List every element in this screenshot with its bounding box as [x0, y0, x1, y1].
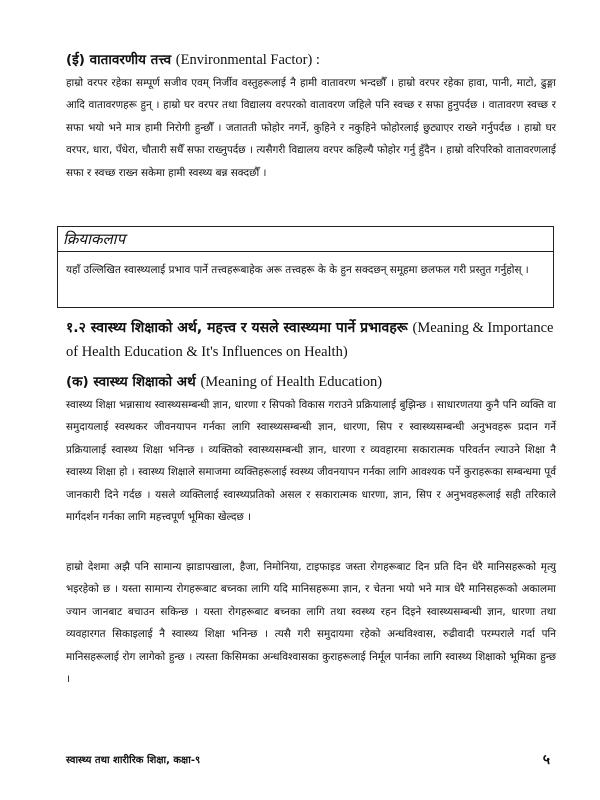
meaning-heading-ne: (क) स्वास्थ्य शिक्षाको अर्थ	[66, 374, 196, 390]
meaning-heading	[66, 372, 382, 391]
meaning-paragraph-1: स्वास्थ्य शिक्षा भन्नासाथ स्वास्थ्यसम्बन्धी ज्ञान, धारणा र सिपको विकास गराउने प्रक्रियालाई बुझिन्छ । साधारणतया कुनै पनि व्यक्ति वा समुदायलाई स्वस्थकर जीवनयापन गर्नका लागि स्वास्थ्यसम्बन्धी ज्ञान, धारणा, सिप र स्वास्थ्यसम्बन्धी अनुभवहरू प्रदान गर्ने प्रक्रियालाई स्वास्थ्य शिक्षा भनिन्छ । व्यक्तिको स्वास्थ्यसम्बन्धी ज्ञान, धारणा र व्यवहारमा सकारात्मक परिवर्तन ल्याउने शिक्षा नै स्वास्थ्य शिक्षा हो । स्वास्थ्य शिक्षाले समाजमा व्यक्तिहरूलाई स्वस्थ्य जीवनयापन गर्नका लागि आवश्यक पर्ने कुराहरूका सम्बन्धमा पूर्व जानकारी दिने गर्दछ । यसले व्यक्तिलाई स्वास्थ्यप्रतिको असल र सकारात्मक धारणा, ज्ञान, सिप र अनुभवहरूलाई सही तरिकाले मार्गदर्शन गर्नका लागि महत्त्वपूर्ण भूमिका खेल्दछ ।	[66, 399, 556, 524]
activity-text: यहाँ उल्लिखित स्वास्थ्यलाई प्रभाव पार्ने तत्त्वहरूबाहेक अरू तत्त्वहरू के के हुन सक्दछन् समूहमा छलफल गरी प्रस्तुत गर्नुहोस् ।	[66, 264, 529, 276]
health-education-heading-ne: १.२ स्वास्थ्य शिक्षाको अर्थ, महत्त्व र यसले स्वास्थ्यमा पार्ने प्रभावहरू	[66, 320, 408, 336]
meaning-paragraph-2: हाम्रो देशमा अझै पनि सामान्य झाडापखाला, हैजा, निमोनिया, टाइफाइड जस्ता रोगहरूबाट दिन प्रति दिन धेरै मानिसहरूको मृत्यु भइरहेको छ । यस्ता सामान्य रोगहरूबाट बच्नका लागि यदि मानिसहरूमा ज्ञान, र चेतना भयो भने मात्र धेरै मानिसहरूको अकालमा ज्यान जानबाट बचाउन सकिन्छ । यस्ता रोगहरूबाट बच्नका लागि तथा स्वस्थ्य रहन दिइने स्वास्थ्यसम्बन्धी ज्ञान, धारणा तथा व्यवहारगत सिकाइलाई नै स्वास्थ्य शिक्षा भनिन्छ । त्यसै गरी समुदायमा रहेको अन्धविश्वास, रुढीवादी परम्पराले गर्दा पनि मानिसहरूलाई रोग लागेको हुन्छ । त्यस्ता किसिमका अन्धविश्वासका कुराहरूलाई निर्मूल पार्नका लागि स्वास्थ्य शिक्षाको भूमिका हुन्छ ।	[66, 561, 556, 686]
environmental-heading	[66, 50, 320, 69]
meaning-heading-en: (Meaning of Health Education)	[200, 374, 383, 390]
activity-title: क्रियाकलाप	[63, 230, 126, 248]
page-footer	[66, 752, 550, 772]
environmental-paragraph: हाम्रो वरपर रहेका सम्पूर्ण सजीव एवम् निर्जीव वस्तुहरूलाई नै हामी वातावरण भन्दछौँ । हाम्रो वरपर रहेका हावा, पानी, माटो, ढुङ्गा आदि वातावरणहरू हुन् । हाम्रो घर वरपर तथा विद्यालय वरपरको वातावरण जहिले पनि स्वच्छ र सफा हुनुपर्दछ । वातावरण स्वच्छ र सफा भयो भने मात्र हामी निरोगी हुन्छौँ । जतातती फोहोर नगर्ने, कुहिने र नकुहिने फोहोरलाई छुट्याएर राख्ने गर्नुपर्दछ । हाम्रो घर वरपर, धारा, पँधेरा, चौतारी सधैँ सफा राख्नुपर्दछ । त्यसैगरी विद्यालय वरपर कहिल्यै फोहोर गर्नु हुँदैन । हाम्रो वरिपरिको वातावरणलाई सफा र स्वच्छ राख्न सकेमा हामी स्वस्थ्य बन्न सक्दछौँ ।	[66, 77, 556, 179]
health-education-heading	[66, 316, 556, 364]
environmental-heading-en: (Environmental Factor) :	[175, 52, 320, 68]
footer-book-title: स्वास्थ्य तथा शारीरिक शिक्षा, कक्षा-९	[66, 755, 201, 766]
page-number: ५	[542, 752, 550, 768]
environmental-heading-ne: (ई) वातावरणीय तत्त्व	[66, 52, 172, 68]
health-education-heading-en: (Meaning & Importance of Health Education & It's Influences on Health)	[66, 320, 554, 360]
activity-divider	[57, 251, 554, 252]
